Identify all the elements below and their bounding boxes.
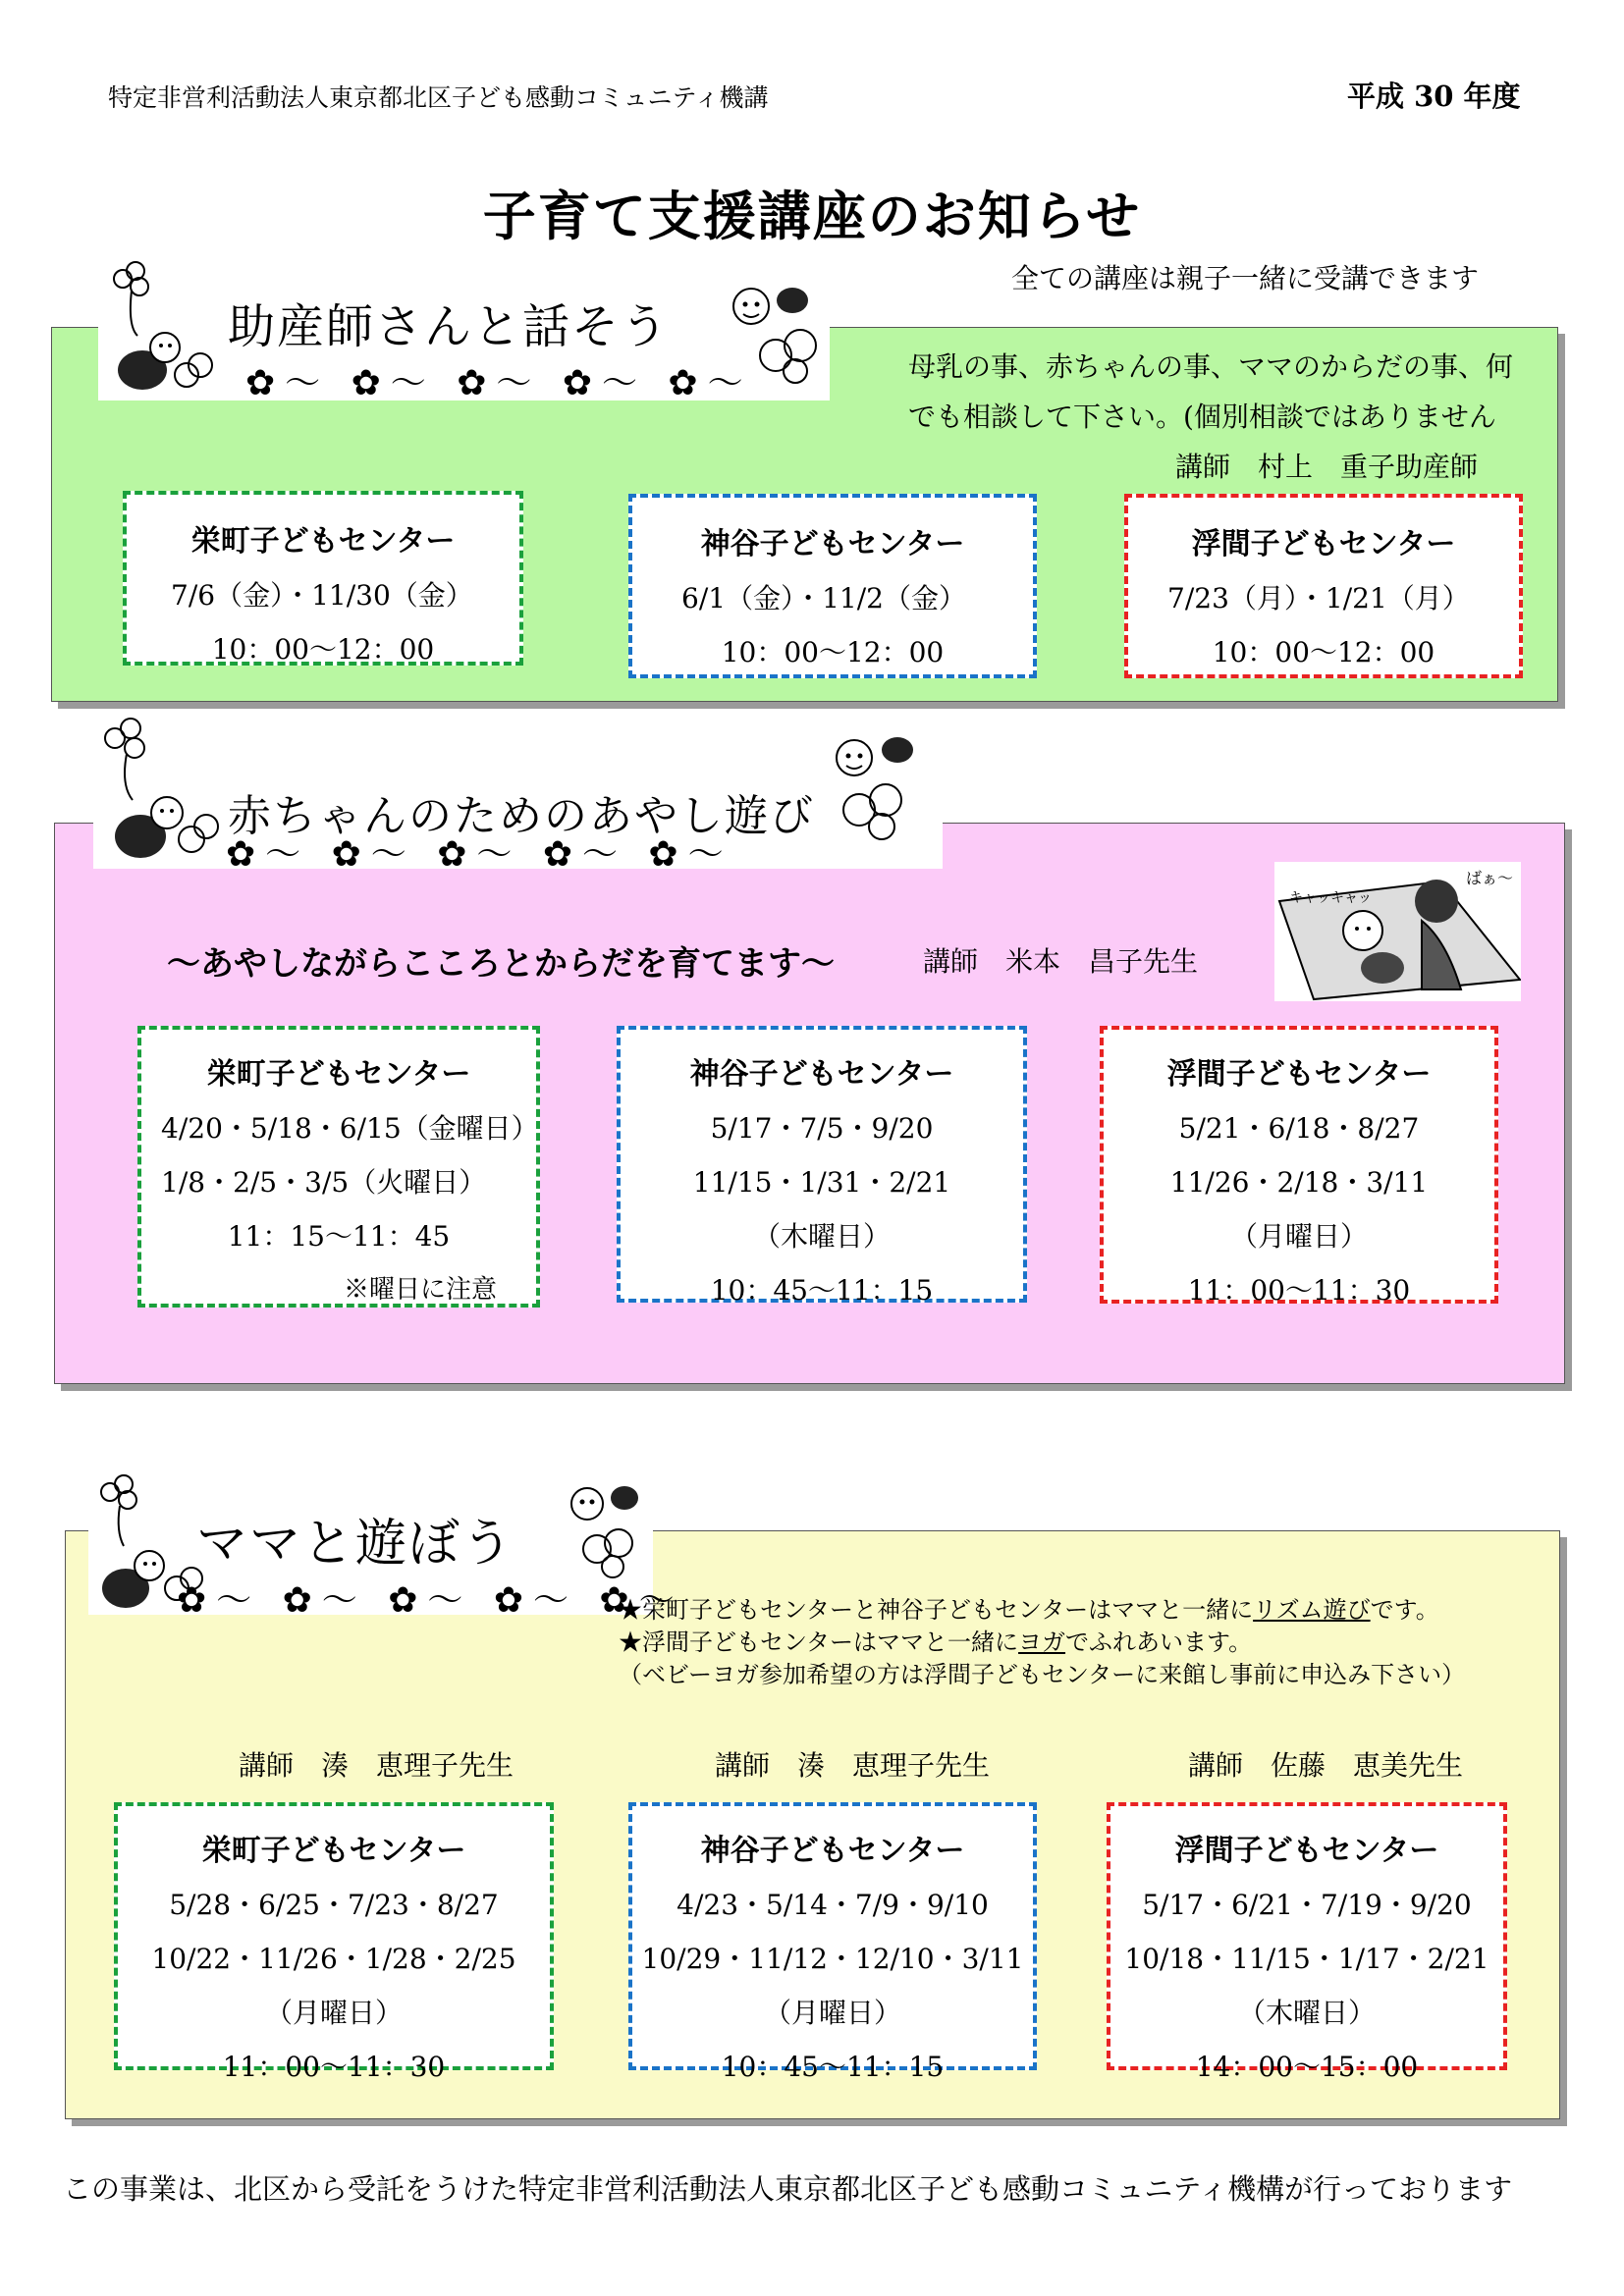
all-courses-note: 全ての講座は親子一緒に受講できます [1011,262,1480,294]
section-ayashi-heading [93,717,943,875]
page-title: 子育て支援講座のお知らせ [482,185,1142,247]
note-text: ★栄町子どもセンターと神谷子どもセンターはママと一緒に [619,1596,1254,1624]
center-name: 栄町子どもセンター [206,1057,471,1092]
schedule-dates: 5/17・6/21・7/19・9/20 [1142,1889,1472,1921]
instructor-ukima: 講師 佐藤 恵美先生 [1188,1749,1464,1782]
note-text: でふれあいます。 [1065,1629,1253,1656]
ladybug-clover-icon [815,717,933,844]
schedule-dates: 5/28・6/25・7/23・8/27 [169,1889,499,1921]
mother-baby-illustration [1274,862,1521,1001]
note-text: ★浮間子どもセンターはママと一緒に [619,1629,1019,1656]
schedule-weekday: （木曜日） [1237,1997,1376,2029]
center-name: 浮間子どもセンター [1191,527,1456,561]
section-mama-heading [88,1472,684,1621]
schedule-box-sakaecho [137,1026,540,1308]
schedule-dates: 11/26・2/18・3/11 [1169,1166,1429,1199]
schedule-weekday: （月曜日） [763,1997,901,2029]
schedule-time: 11：00～11：30 [1187,1274,1411,1307]
fiscal-year: 平成 30 年度 [1347,80,1521,113]
center-name: 浮間子どもセンター [1166,1057,1432,1092]
note-line-rhythm [619,1594,1465,1627]
center-name: 神谷子どもセンター [700,1834,965,1868]
schedule-weekday: （月曜日） [264,1997,403,2029]
schedule-dates: 5/21・6/18・8/27 [1178,1112,1420,1145]
schedule-dates: 10/29・11/12・12/10・3/11 [641,1943,1024,1975]
note-line-baby-yoga: （ベビーヨガ参加希望の方は浮間子どもセンターに来館し事前に申込み下さい） [619,1661,1466,1688]
center-name: 神谷子どもセンター [700,527,965,561]
instructor-kamiya: 講師 湊 恵理子先生 [715,1749,991,1782]
section-ayashi-subtitle: ～あやしながらこころとからだを育てます～ [167,944,835,984]
section-midwife-title: 助産師さんと話そう [228,299,671,354]
schedule-box-sakaecho [114,1802,554,2083]
section-midwife-description [908,342,1537,492]
schedule-dates: 10/22・11/26・1/28・2/25 [151,1943,516,1975]
description-line: 母乳の事、赤ちゃんの事、ママのからだの事、何 [908,350,1514,383]
schedule-time: 11：15～11：45 [227,1220,451,1253]
instructor-sakaecho: 講師 湊 恵理子先生 [239,1749,514,1782]
schedule-box-kamiya [628,1802,1037,2083]
section-ayashi-title: 赤ちゃんのためのあやし遊び [228,791,815,841]
schedule-time: 11：00～11：30 [222,2051,446,2083]
center-name: 浮間子どもセンター [1174,1834,1439,1868]
section-midwife-heading [98,257,830,403]
schedule-box-ukima [1124,494,1523,678]
schedule-weekday: （木曜日） [752,1220,891,1253]
footer-note: この事業は、北区から受託をうけた特定非営利活動法人東京都北区子ども感動コミュニティ機構が行っております [63,2172,1513,2206]
schedule-time: 10：45～11：15 [721,2051,945,2083]
schedule-box-kamiya [617,1026,1027,1307]
schedule-time: 10：00～12：00 [721,636,945,668]
illustration-caption: ばぁ～ [1466,869,1514,887]
schedule-dates: 10/18・11/15・1/17・2/21 [1124,1943,1489,1975]
schedule-dates: 1/8・2/5・3/5（火曜日） [161,1166,487,1199]
schedule-weekday: （月曜日） [1229,1220,1368,1253]
clover-border-icon: ✿～ ✿～ ✿～ ✿～ ✿～ [177,1580,684,1621]
schedule-time: 14：00～15：00 [1195,2051,1419,2083]
illustration-caption: キャッキャッ [1289,890,1372,906]
note-line-yoga [619,1627,1465,1659]
ladybug-clover-icon [98,257,216,400]
note-text: です。 [1370,1596,1439,1624]
schedule-dates: 4/23・5/14・7/9・9/10 [677,1889,989,1921]
schedule-box-ukima [1100,1026,1498,1307]
schedule-dates: 7/23（月）・1/21（月） [1167,582,1470,614]
weekday-caution-note: ※曜日に注意 [343,1275,497,1305]
rhythm-play-text: リズム遊び [1253,1596,1371,1624]
description-line: でも相談して下さい。(個別相談ではありません [908,400,1496,433]
section-ayashi-instructor: 講師 米本 昌子先生 [923,945,1199,978]
organization-name: 特定非営利活動法人東京都北区子ども感動コミュニティ機講 [108,83,769,112]
schedule-dates: 4/20・5/18・6/15（金曜日） [161,1112,539,1145]
section-mama-notes [619,1594,1465,1691]
section-midwife-instructor: 講師 村上 重子助産師 [1174,451,1478,483]
ladybug-clover-icon [558,1472,656,1580]
ladybug-clover-icon [722,277,830,385]
schedule-box-ukima [1107,1802,1507,2083]
yoga-text: ヨガ [1018,1629,1066,1656]
schedule-dates: 6/1（金）・11/2（金） [681,582,966,614]
ladybug-clover-icon [93,717,221,864]
schedule-time: 10：00～12：00 [1212,636,1435,668]
clover-border-icon: ✿～ ✿～ ✿～ ✿～ ✿～ [245,363,753,403]
schedule-dates: 11/15・1/31・2/21 [692,1166,951,1199]
schedule-time: 10：00～12：00 [211,633,435,666]
center-name: 神谷子どもセンター [689,1057,954,1092]
clover-border-icon: ✿～ ✿～ ✿～ ✿～ ✿～ [226,834,733,875]
schedule-box-sakaecho [123,491,523,666]
schedule-dates: 7/6（金）・11/30（金） [171,579,473,612]
schedule-box-kamiya [628,494,1037,678]
section-mama-title: ママと遊ぼう [196,1515,515,1574]
center-name: 栄町子どもセンター [201,1834,466,1868]
center-name: 栄町子どもセンター [190,524,456,559]
schedule-dates: 5/17・7/5・9/20 [710,1112,934,1145]
schedule-time: 10：45～11：15 [710,1274,934,1307]
